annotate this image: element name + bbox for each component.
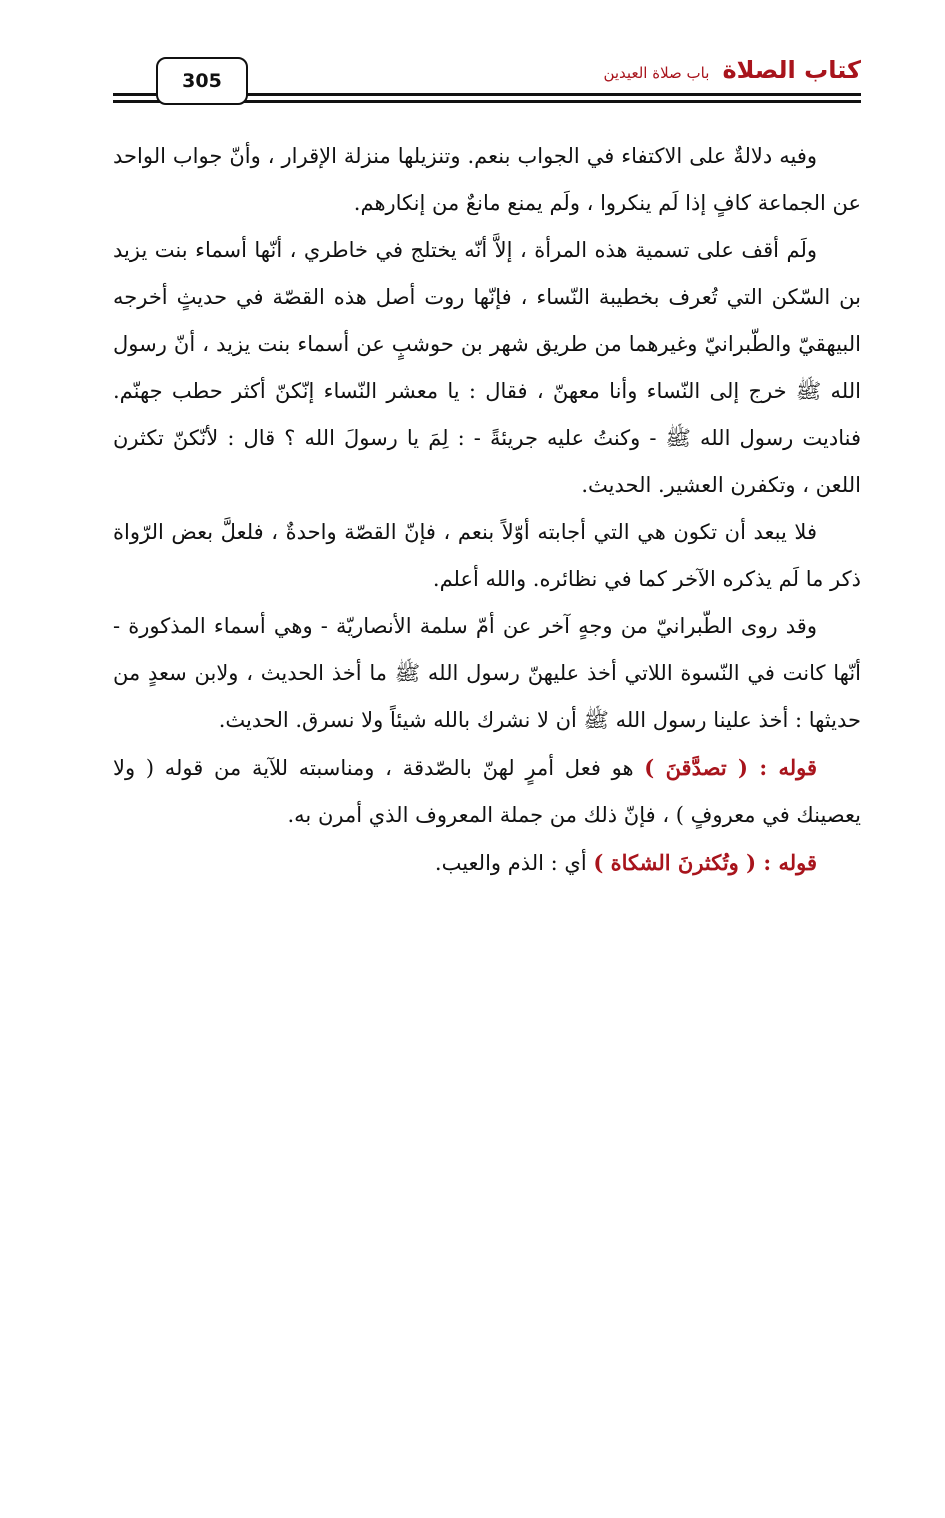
page-number: 305 bbox=[182, 70, 222, 92]
paragraph bbox=[113, 603, 861, 744]
paragraph bbox=[113, 744, 861, 839]
paragraph bbox=[113, 509, 861, 603]
paragraph bbox=[113, 227, 861, 509]
page-number-badge bbox=[156, 57, 248, 105]
paragraph-text: أي : الذم والعيب. bbox=[434, 851, 594, 875]
paragraph-text: هو فعل أمرٍ لهنّ بالصّدقة ، ومناسبته للآية من قوله ( ولا يعصينك في معروفٍ ) ، فإنّ ذلك من جملة المعروف الذي أمرن به. bbox=[113, 756, 861, 827]
book-title: كتاب الصلاة bbox=[722, 56, 861, 84]
paragraph bbox=[113, 133, 861, 227]
commentary-keyword: قوله : ( تصدَّقنَ ) bbox=[644, 755, 818, 780]
page-body bbox=[113, 133, 861, 887]
paragraph bbox=[113, 839, 861, 887]
paragraph-text: وفيه دلالةٌ على الاكتفاء في الجواب بنعم. وتنزيلها منزلة الإقرار ، وأنّ جواب الواحد عن الجماعة كافٍ إذا لَم ينكروا ، ولَم يمنع مانعٌ من إنكارهم. bbox=[113, 144, 861, 215]
paragraph-text: فلا يبعد أن تكون هي التي أجابته أوّلاً بنعم ، فإنّ القصّة واحدةٌ ، فلعلَّ بعض الرّواة ذكر ما لَم يذكره الآخر كما في نظائره. والله أعلم. bbox=[113, 520, 861, 591]
commentary-keyword: قوله : ( وتُكثرنَ الشكاة ) bbox=[593, 850, 817, 875]
paragraph-text: وقد روى الطّبرانيّ من وجهٍ آخر عن أمّ سلمة الأنصاريّة - وهي أسماء المذكورة - أنّها كانت في النّسوة اللاتي أخذ عليهنّ رسول الله ﷺ ما أخذ الحديث ، ولابن سعدٍ من حديثها : أخذ علينا رسول الله ﷺ أن لا نشرك بالله شيئاً ولا نسرق. الحديث. bbox=[113, 614, 861, 732]
running-head bbox=[603, 56, 861, 84]
paragraph-text: ولَم أقف على تسمية هذه المرأة ، إلاَّ أنّه يختلج في خاطري ، أنّها أسماء بنت يزيد بن السّكن التي تُعرف بخطيبة النّساء ، فإنّها روت أصل هذه القصّة في حديثٍ أخرجه البيهقيّ والطّبرانيّ وغيرهما من طريق شهر بن حوشبٍ عن أسماء بنت يزيد ، أنّ رسول الله ﷺ خرج إلى النّساء وأنا معهنّ ، فقال : يا معشر النّساء إنّكنّ أكثر حطب جهنّم. فناديت رسول الله ﷺ - وكنتُ عليه جريئةً - : لِمَ يا رسولَ الله ؟ قال : لأنّكنّ تكثرن اللعن ، وتكفرن العشير. الحديث. bbox=[113, 238, 861, 497]
page-header bbox=[113, 52, 861, 114]
chapter-title: باب صلاة العيدين bbox=[603, 64, 710, 82]
